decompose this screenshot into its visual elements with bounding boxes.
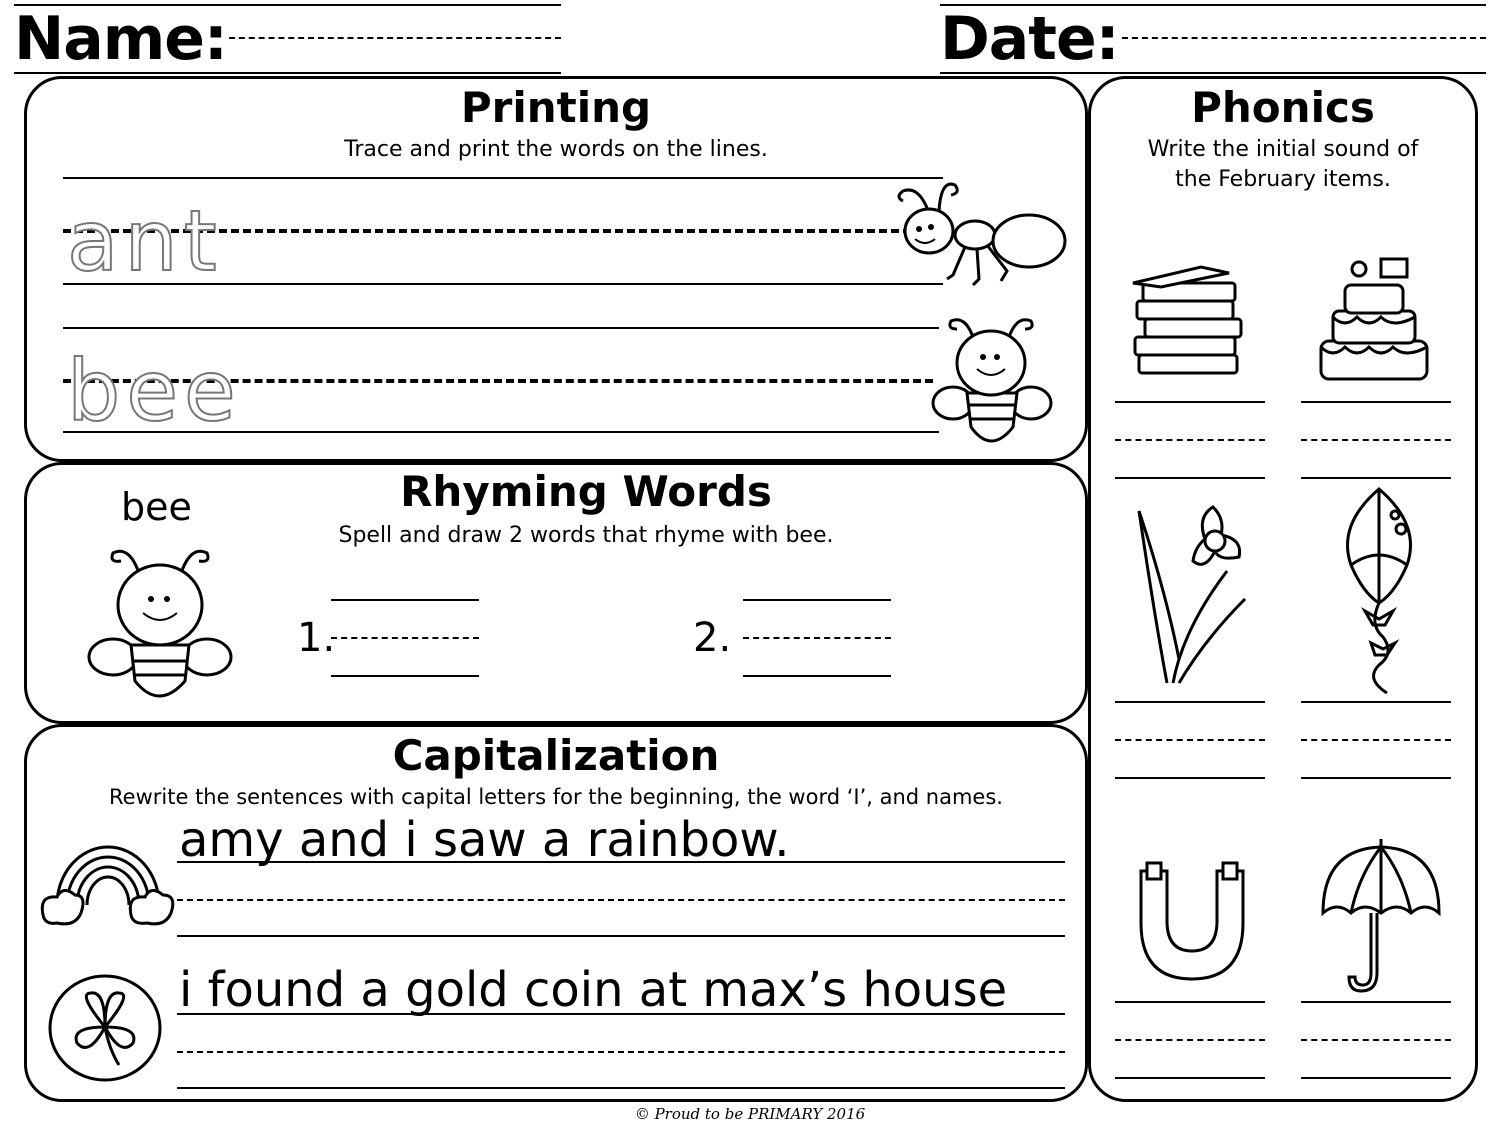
sentence-2: i found a gold coin at max’s house: [179, 962, 1008, 1018]
printing-instruction: Trace and print the words on the lines.: [344, 137, 768, 162]
rhyme2-base-line[interactable]: [743, 675, 891, 677]
umbrella-icon: [1319, 835, 1443, 997]
date-write-line[interactable]: [940, 72, 1486, 74]
ant-icon: [889, 171, 1069, 301]
rhyme2-mid-line: [743, 637, 891, 639]
phonics-books-base-line[interactable]: [1115, 477, 1265, 479]
phonics-horseshoe-base-line[interactable]: [1115, 1077, 1265, 1079]
date-header: [940, 0, 1486, 74]
capitalization-instruction: Rewrite the sentences with capital letters for the beginning, the word ‘I’, and names.: [109, 785, 1003, 809]
phonics-cake-base-line[interactable]: [1301, 477, 1451, 479]
rhyme2-top-line: [743, 599, 891, 601]
printing-title: Printing: [460, 83, 652, 132]
daffodil-icon: [1135, 499, 1253, 685]
bee-base-line[interactable]: [63, 431, 939, 433]
phonics-kite-base-line[interactable]: [1301, 777, 1451, 779]
phonics-horseshoe-mid-line: [1115, 1039, 1265, 1041]
phonics-instruction-line2: the February items.: [1175, 167, 1391, 192]
phonics-books-mid-line: [1115, 439, 1265, 441]
phonics-cake-top-line: [1301, 401, 1451, 403]
bee-icon: [85, 539, 235, 711]
books-icon: [1129, 263, 1249, 379]
cake-icon: [1313, 255, 1435, 387]
phonics-umbrella-top-line: [1301, 1001, 1451, 1003]
ant-base-line[interactable]: [63, 283, 943, 285]
name-dashed-line: [229, 37, 561, 39]
phonics-umbrella-mid-line: [1301, 1039, 1451, 1041]
sentence1-base-line[interactable]: [177, 935, 1065, 937]
ant-top-line: [63, 177, 943, 179]
sentence2-base-line[interactable]: [177, 1087, 1065, 1089]
horseshoe-icon: [1137, 859, 1247, 983]
sentence1-mid-line: [177, 899, 1065, 901]
phonics-instruction-line1: Write the initial sound of: [1147, 137, 1419, 162]
rhyme1-top-line: [331, 599, 479, 601]
rhyming-panel: [24, 462, 1088, 724]
phonics-kite-top-line: [1301, 701, 1451, 703]
phonics-books-top-line: [1115, 401, 1265, 403]
date-dashed-line: [1122, 37, 1486, 39]
bee-top-line: [63, 327, 939, 329]
copyright-footer: © Proud to be PRIMARY 2016: [634, 1105, 866, 1123]
phonics-daffodil-base-line[interactable]: [1115, 777, 1265, 779]
phonics-panel: [1088, 76, 1478, 1102]
trace-word-bee: bee: [67, 342, 242, 440]
rhyme-base-word: bee: [121, 485, 192, 529]
capitalization-title: Capitalization: [392, 731, 720, 780]
phonics-horseshoe-top-line: [1115, 1001, 1265, 1003]
phonics-umbrella-base-line[interactable]: [1301, 1077, 1451, 1079]
name-header: [14, 0, 561, 74]
rhyme1-base-line[interactable]: [331, 675, 479, 677]
trace-word-ant: ant: [67, 192, 223, 290]
sentence2-mid-line: [177, 1051, 1065, 1053]
phonics-title: Phonics: [1191, 83, 1375, 132]
phonics-cake-mid-line: [1301, 439, 1451, 441]
shamrock-coin-icon: [47, 973, 163, 1083]
kite-icon: [1325, 485, 1433, 697]
rhyming-instruction: Spell and draw 2 words that rhyme with bee.: [338, 523, 834, 548]
sentence1-top-line: [177, 861, 1065, 863]
phonics-daffodil-top-line: [1115, 701, 1265, 703]
rhyme-number-2: 2.: [693, 615, 732, 661]
sentence2-top-line: [177, 1013, 1065, 1015]
date-label: Date:: [940, 4, 1119, 74]
name-label: Name:: [14, 4, 227, 74]
capitalization-panel: [24, 724, 1088, 1102]
rhyme1-mid-line: [331, 637, 479, 639]
sentence-1: amy and i saw a rainbow.: [179, 812, 790, 868]
bee-icon: [927, 309, 1057, 455]
phonics-daffodil-mid-line: [1115, 739, 1265, 741]
rhyme-number-1: 1.: [297, 615, 336, 661]
name-write-line[interactable]: [14, 72, 561, 74]
rainbow-icon: [35, 823, 181, 933]
rhyming-title: Rhyming Words: [400, 467, 772, 516]
printing-panel: [24, 76, 1088, 462]
phonics-kite-mid-line: [1301, 739, 1451, 741]
